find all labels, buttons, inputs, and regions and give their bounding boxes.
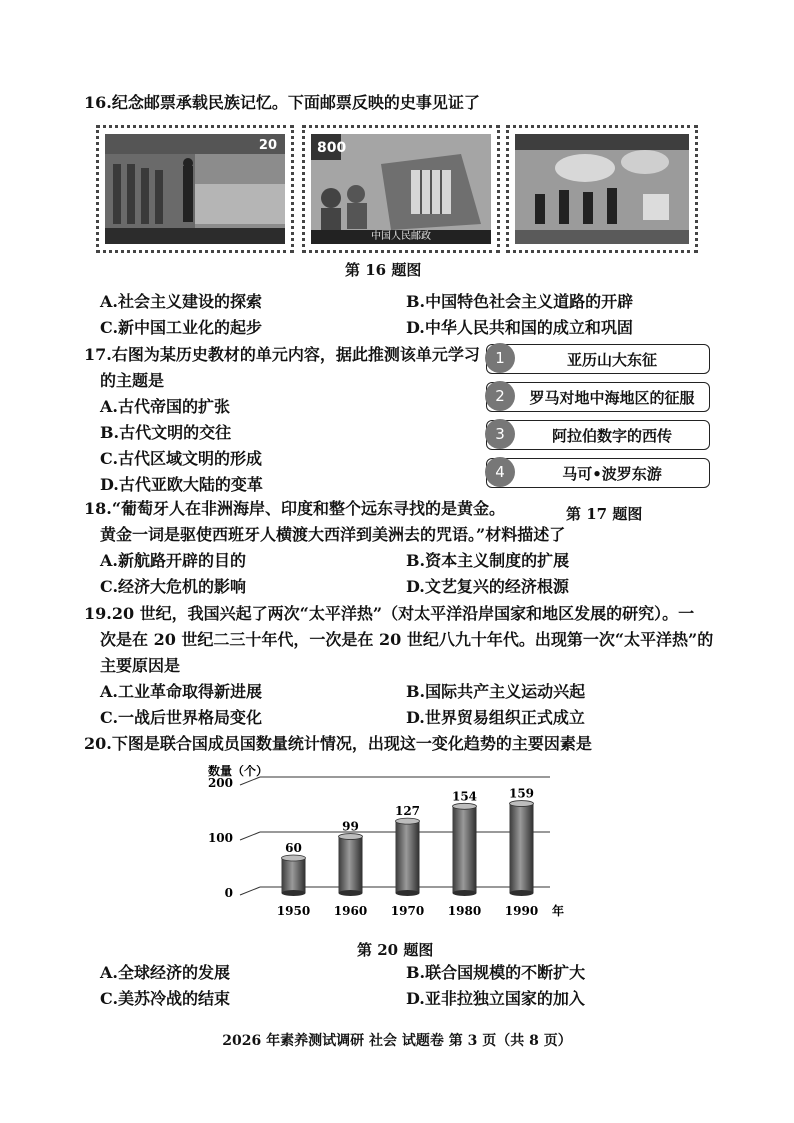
bar (453, 806, 477, 893)
x-tick-label: 1960 (333, 904, 368, 918)
x-tick-label: 1950 (276, 904, 311, 918)
data-label: 127 (394, 804, 421, 819)
q19-stem-line1: 19.20 世纪，我国兴起了两次“太平洋热”（对太平洋沿岸国家和地区发展的研究）。一 (84, 604, 695, 623)
unit-item-label: 马可•波罗东游 (562, 465, 662, 483)
grid-line-depth (240, 832, 260, 840)
q19-stem-line2: 次是在 20 世纪二三十年代，一次是在 20 世纪八九十年代。出现第一次“太平洋热”的 (100, 630, 714, 649)
unit-item-2 (486, 382, 710, 412)
unit-number-badge: 2 (485, 381, 515, 411)
bar (396, 821, 420, 893)
bar (510, 804, 534, 893)
q16-option-b[interactable]: B.中国特色社会主义道路的开辟 (406, 292, 634, 311)
grid-line-depth (240, 777, 260, 785)
q18-option-a[interactable]: A.新航路开辟的目的 (100, 551, 246, 570)
x-tick-label: 1970 (390, 904, 425, 918)
q19-option-a[interactable]: A.工业革命取得新进展 (100, 682, 262, 701)
q17-option-b[interactable]: B.古代文明的交往 (100, 423, 232, 442)
q18-option-c[interactable]: C.经济大危机的影响 (100, 577, 247, 596)
bar-top (453, 803, 477, 809)
q20-option-c[interactable]: C.美苏冷战的结束 (100, 989, 231, 1008)
q20-option-a[interactable]: A.全球经济的发展 (100, 963, 230, 982)
data-label: 159 (508, 786, 535, 801)
page-footer: 2026 年素养测试调研 社会 试题卷 第 3 页（共 8 页） (222, 1033, 572, 1049)
q16-stem: 16.纪念邮票承载民族记忆。下面邮票反映的史事见证了 (84, 93, 480, 112)
q16-option-c[interactable]: C.新中国工业化的起步 (100, 318, 263, 337)
bar-base (453, 890, 477, 896)
unit-number-badge: 4 (485, 457, 515, 487)
grid-line-depth (240, 887, 260, 895)
bar (339, 837, 363, 893)
x-tick-label: 1990 (504, 904, 539, 918)
stamp-denomination: 800 (317, 140, 347, 156)
q18-option-d[interactable]: D.文艺复兴的经济根源 (406, 577, 569, 596)
stamp-korean-war (506, 125, 698, 253)
unit-item-4 (486, 458, 710, 488)
q19-option-d[interactable]: D.世界贸易组织正式成立 (406, 708, 585, 727)
data-label: 99 (342, 819, 359, 834)
q17-option-a[interactable]: A.古代帝国的扩张 (100, 397, 230, 416)
bar-base (282, 890, 306, 896)
unit-item-label: 亚历山大东征 (566, 351, 657, 369)
stamp-denomination: 20 (258, 138, 277, 153)
bar (282, 858, 306, 893)
q18-stem-line2: 黄金一词是驱使西班牙人横渡大西洋到美洲去的咒语。”材料描述了 (100, 525, 566, 544)
stamp-founding-ceremony (96, 125, 294, 253)
unit-item-label: 阿拉伯数字的西传 (551, 427, 672, 445)
un-membership-chart (200, 765, 580, 935)
q16-option-a[interactable]: A.社会主义建设的探索 (100, 292, 262, 311)
unit-item-label: 罗马对地中海地区的征服 (529, 389, 695, 407)
bar-base (510, 890, 534, 896)
q16-caption: 第 16 题图 (345, 261, 422, 279)
q19-stem-line3: 主要原因是 (100, 656, 181, 675)
q19-option-b[interactable]: B.国际共产主义运动兴起 (406, 682, 586, 701)
x-tick-label: 1980 (447, 904, 482, 918)
bar-top (282, 855, 306, 861)
bar-top (510, 801, 534, 807)
q20-option-d[interactable]: D.亚非拉独立国家的加入 (406, 989, 585, 1008)
q17-option-c[interactable]: C.古代区域文明的形成 (100, 449, 263, 468)
q20-stem: 20.下图是联合国成员国数量统计情况，出现这一变化趋势的主要因素是 (84, 734, 592, 753)
q17-stem-line1: 17.右图为某历史教材的单元内容，据此推测该单元学习 (84, 345, 480, 364)
unit-item-1 (486, 344, 710, 374)
data-label: 154 (451, 789, 478, 804)
y-tick-label: 0 (224, 886, 233, 900)
bar-top (396, 818, 420, 824)
stamp-korean-war-image (515, 134, 689, 244)
y-tick-label: 100 (207, 831, 233, 845)
q20-caption: 第 20 题图 (357, 941, 434, 959)
unit-number-badge: 1 (485, 343, 515, 373)
stamp-industrial-construction (302, 125, 500, 253)
unit-number-badge: 3 (485, 419, 515, 449)
bar-top (339, 834, 363, 840)
y-axis-label: 数量（个） (208, 765, 269, 778)
q19-option-c[interactable]: C.一战后世界格局变化 (100, 708, 263, 727)
q18-option-b[interactable]: B.资本主义制度的扩展 (406, 551, 570, 570)
x-axis-label: 年 (552, 904, 565, 918)
bar-base (339, 890, 363, 896)
bar-base (396, 890, 420, 896)
unit-item-3 (486, 420, 710, 450)
q18-stem-line1: 18.“葡萄牙人在非洲海岸、印度和整个远东寻找的是黄金。 (84, 499, 506, 518)
q20-option-b[interactable]: B.联合国规模的不断扩大 (406, 963, 586, 982)
q17-stem-line2: 的主题是 (100, 371, 165, 390)
data-label: 60 (285, 841, 302, 855)
q17-caption: 第 17 题图 (566, 505, 643, 523)
stamp-country-label: 中国人民邮政 (371, 231, 431, 242)
q17-option-d[interactable]: D.古代亚欧大陆的变革 (100, 475, 263, 494)
y-tick-label: 200 (207, 776, 233, 790)
q16-option-d[interactable]: D.中华人民共和国的成立和巩固 (406, 318, 633, 337)
